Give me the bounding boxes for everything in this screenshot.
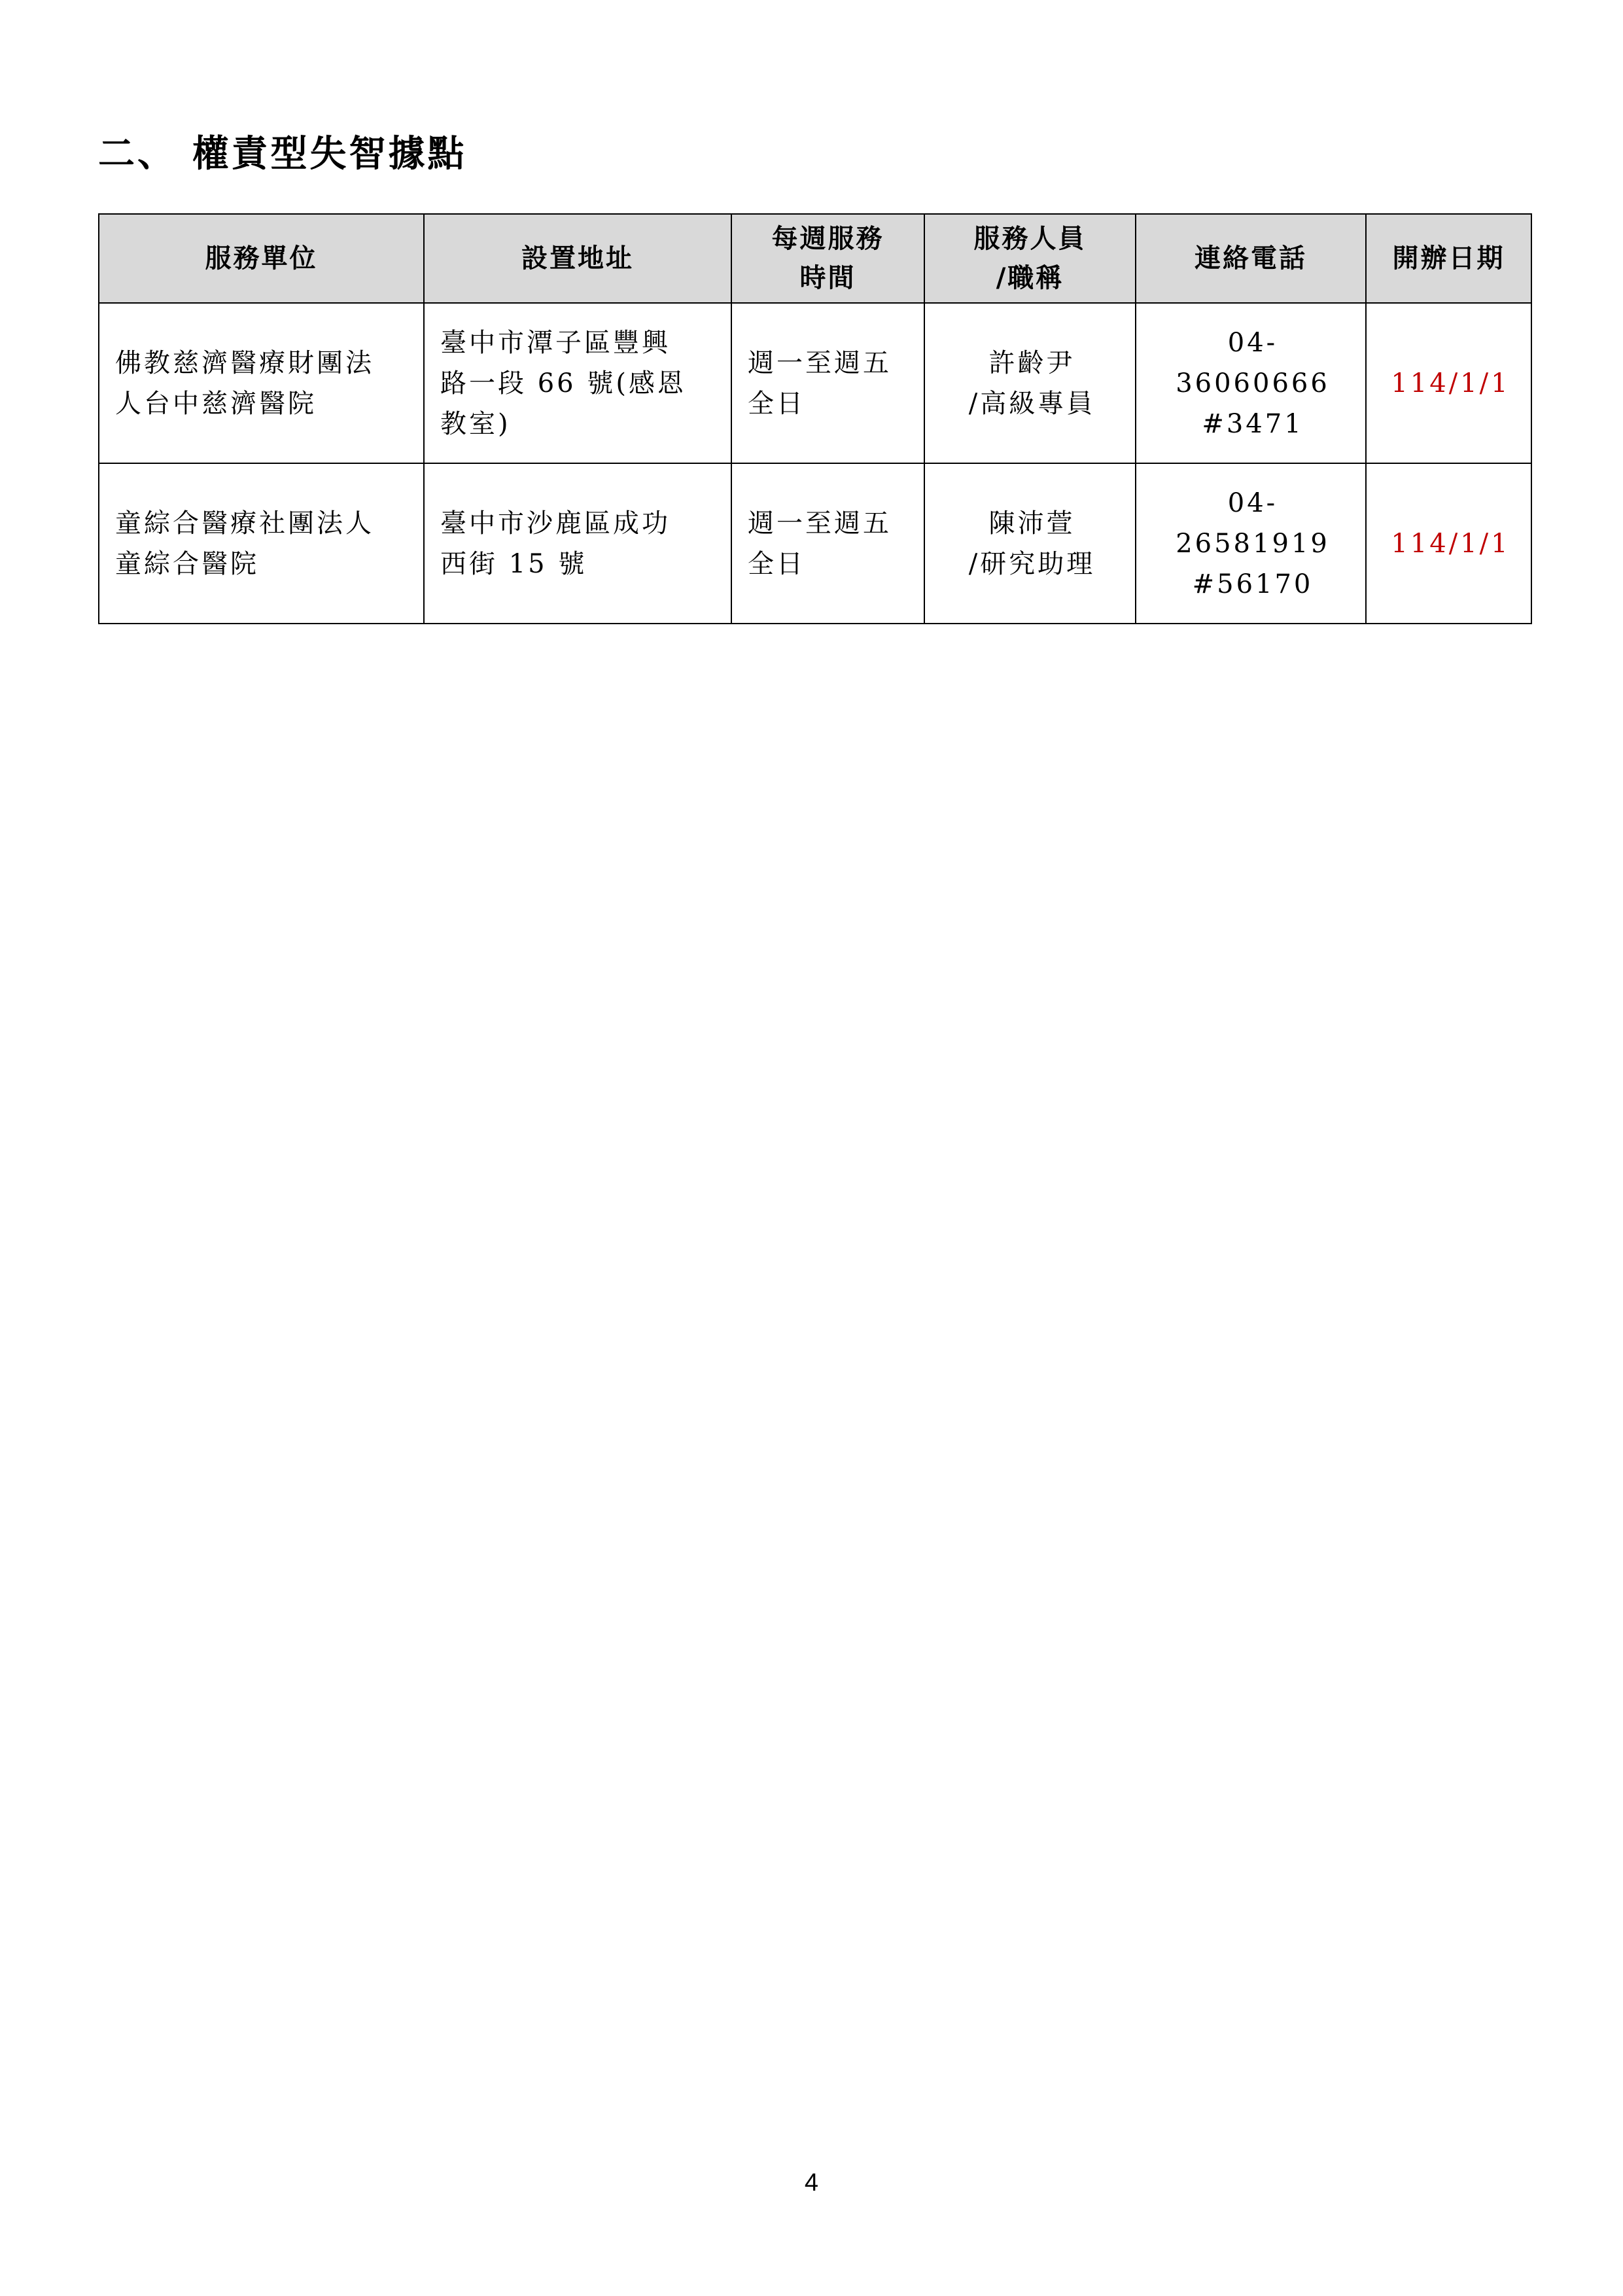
cell-unit: 童綜合醫療社團法人 童綜合醫院 — [99, 463, 424, 624]
header-phone: 連絡電話 — [1136, 214, 1366, 303]
cell-unit: 佛教慈濟醫療財團法 人台中慈濟醫院 — [99, 303, 424, 463]
cell-phone: 04-26581919 #56170 — [1136, 463, 1366, 624]
table-header-row — [99, 214, 1531, 303]
header-unit: 服務單位 — [99, 214, 424, 303]
cell-address: 臺中市沙鹿區成功 西街 15 號 — [424, 463, 731, 624]
header-address: 設置地址 — [424, 214, 731, 303]
cell-staff: 陳沛萱 /研究助理 — [924, 463, 1136, 624]
header-staff: 服務人員 /職稱 — [924, 214, 1136, 303]
dementia-sites-table — [98, 213, 1532, 624]
header-date: 開辦日期 — [1366, 214, 1531, 303]
cell-date: 114/1/1 — [1366, 303, 1531, 463]
header-hours: 每週服務 時間 — [731, 214, 924, 303]
cell-hours: 週一至週五 全日 — [731, 463, 924, 624]
cell-address: 臺中市潭子區豐興 路一段 66 號(感恩 教室) — [424, 303, 731, 463]
page-number: 4 — [804, 2169, 819, 2197]
table-row — [99, 303, 1531, 463]
table-row — [99, 463, 1531, 624]
cell-phone: 04-36060666 #3471 — [1136, 303, 1366, 463]
cell-hours: 週一至週五 全日 — [731, 303, 924, 463]
cell-staff: 許齡尹 /高級專員 — [924, 303, 1136, 463]
cell-date: 114/1/1 — [1366, 463, 1531, 624]
section-title: 二、 權責型失智據點 — [98, 133, 467, 175]
